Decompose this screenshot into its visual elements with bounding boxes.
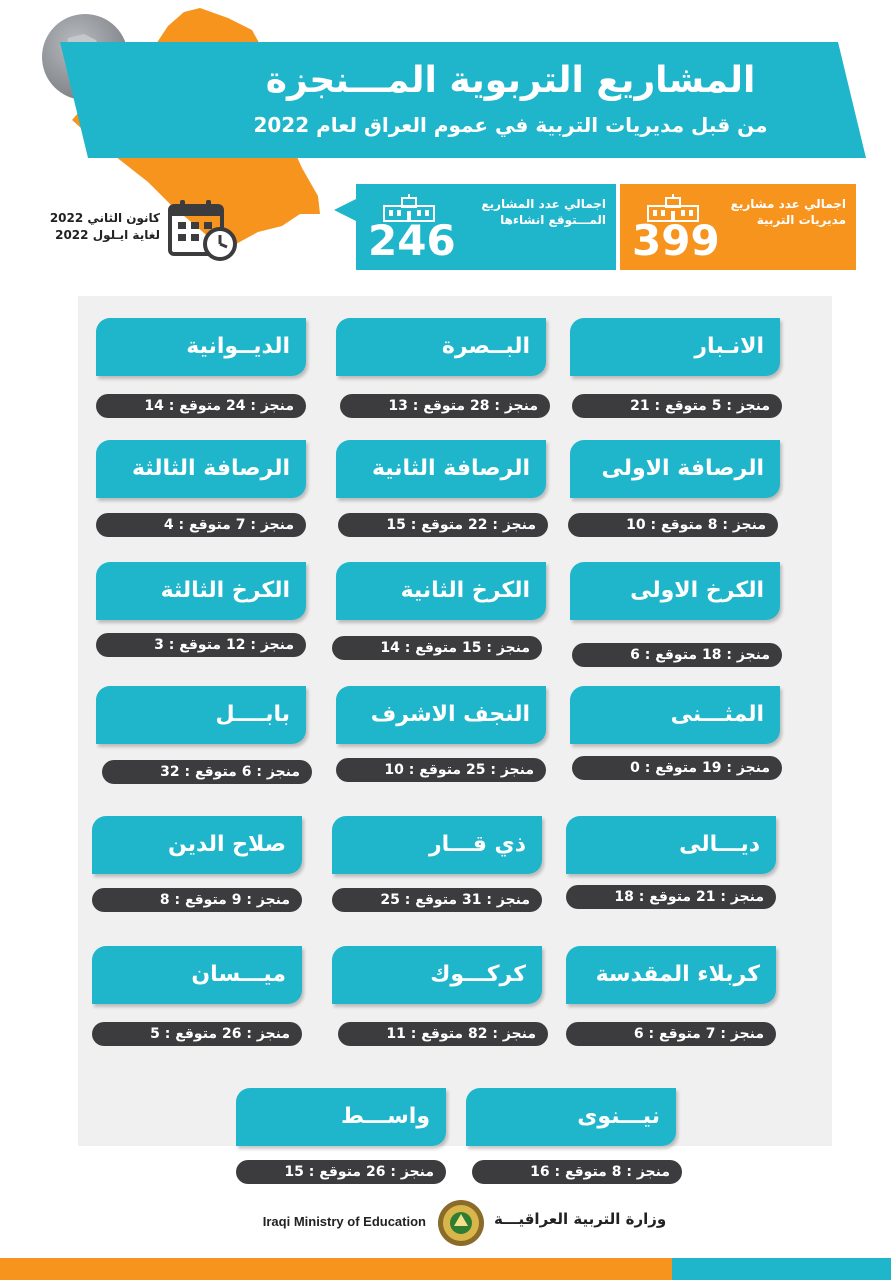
directorate-name: ذي قـــار	[428, 832, 526, 857]
directorate-stats: منجز : 8 متوقع : 16	[530, 1164, 670, 1180]
stat-completed-label: اجمالي عدد مشاريع مديريات التربية	[730, 197, 846, 227]
stat-pointer	[334, 198, 358, 222]
stat-completed-value: 399	[632, 216, 720, 265]
directorate-name: البــصرة	[441, 334, 530, 359]
directorate-card	[96, 562, 306, 620]
directorate-name: بابــــل	[215, 702, 290, 727]
directorate-card	[466, 1088, 676, 1146]
directorate-card	[570, 562, 780, 620]
stat-box-expected	[356, 184, 616, 270]
directorate-name: النجف الاشرف	[370, 702, 530, 727]
directorate-stats: منجز : 18 متوقع : 6	[630, 647, 770, 663]
period-text	[20, 210, 160, 244]
directorate-stats: منجز : 26 متوقع : 15	[284, 1164, 434, 1180]
calendar-clock-icon	[168, 198, 238, 262]
directorate-stats-pill	[236, 1160, 446, 1184]
directorate-stats: منجز : 15 متوقع : 14	[380, 640, 530, 656]
page-title: المشاريع التربوية المـــنجزة	[265, 60, 756, 101]
directorate-card	[336, 318, 546, 376]
directorate-stats-pill	[572, 394, 782, 418]
directorate-card	[236, 1088, 446, 1146]
directorate-card	[332, 816, 542, 874]
directorate-stats-pill	[566, 1022, 776, 1046]
directorate-name: واســـط	[341, 1104, 430, 1129]
directorate-stats-pill	[572, 756, 782, 780]
directorate-card	[570, 686, 780, 744]
directorate-name: الكرخ الاولى	[630, 578, 764, 603]
directorate-stats: منجز : 19 متوقع : 0	[630, 760, 770, 776]
page-subtitle: من قبل مديريات التربية في عموم العراق لعام 2022	[253, 113, 768, 137]
period-start: كانون الثاني 2022	[49, 211, 160, 225]
directorate-stats-pill	[572, 643, 782, 667]
directorate-card	[566, 816, 776, 874]
directorate-name: الكرخ الثانية	[400, 578, 530, 603]
bottom-bar-teal	[672, 1258, 891, 1280]
directorate-stats-pill	[568, 513, 778, 537]
directorate-name: المثـــنى	[670, 702, 764, 727]
directorate-name: الكرخ الثالثة	[160, 578, 290, 603]
directorate-stats: منجز : 24 متوقع : 14	[144, 398, 294, 414]
directorate-card	[566, 946, 776, 1004]
directorate-name: الانـبار	[694, 334, 764, 359]
directorate-stats-pill	[338, 513, 548, 537]
directorate-stats-pill	[472, 1160, 682, 1184]
directorate-name: نيـــنوى	[577, 1104, 660, 1129]
directorate-card	[336, 686, 546, 744]
directorate-name: الديــوانية	[186, 334, 290, 359]
directorate-name: الرصافة الاولى	[601, 456, 764, 481]
directorate-stats-pill	[338, 1022, 548, 1046]
directorate-stats: منجز : 21 متوقع : 18	[614, 889, 764, 905]
directorate-stats-pill	[332, 636, 542, 660]
directorate-card	[96, 440, 306, 498]
directorate-stats-pill	[332, 888, 542, 912]
directorate-stats: منجز : 6 متوقع : 32	[160, 764, 300, 780]
directorate-name: ميـــسان	[191, 962, 286, 987]
directorate-card	[336, 562, 546, 620]
directorate-card	[96, 686, 306, 744]
directorate-stats-pill	[336, 758, 546, 782]
directorate-name: كربلاء المقدسة	[595, 962, 760, 987]
directorate-stats-pill	[96, 513, 306, 537]
directorate-name: ديـــالى	[679, 832, 760, 857]
period-end: لغاية ايـلول 2022	[55, 228, 160, 242]
directorate-stats-pill	[340, 394, 550, 418]
directorate-stats: منجز : 8 متوقع : 10	[626, 517, 766, 533]
directorate-card	[336, 440, 546, 498]
footer-arabic: وزارة التربية العراقيـــة	[494, 1210, 667, 1228]
directorate-stats: منجز : 82 متوقع : 11	[386, 1026, 536, 1042]
directorate-stats-pill	[96, 633, 306, 657]
directorate-stats-pill	[102, 760, 312, 784]
directorate-card	[570, 440, 780, 498]
directorate-stats-pill	[92, 1022, 302, 1046]
stat-expected-value: 246	[368, 216, 456, 265]
directorate-name: صلاح الدين	[167, 832, 286, 857]
directorate-card	[332, 946, 542, 1004]
directorate-stats: منجز : 7 متوقع : 6	[633, 1026, 764, 1042]
footer-english: Iraqi Ministry of Education	[262, 1214, 426, 1229]
stat-box-completed	[620, 184, 856, 270]
directorate-stats: منجز : 7 متوقع : 4	[163, 517, 294, 533]
ministry-seal-icon	[436, 1198, 486, 1248]
directorate-stats: منجز : 12 متوقع : 3	[154, 637, 294, 653]
directorate-stats: منجز : 31 متوقع : 25	[380, 892, 530, 908]
stat-expected-label: اجمالي عدد المشاريع المـــتوقع انشاءها	[481, 197, 606, 227]
directorate-card	[92, 946, 302, 1004]
directorate-name: كركـــوك	[430, 962, 526, 987]
directorate-stats: منجز : 22 متوقع : 15	[386, 517, 536, 533]
directorate-stats: منجز : 28 متوقع : 13	[388, 398, 538, 414]
directorate-stats-pill	[96, 394, 306, 418]
directorate-stats: منجز : 9 متوقع : 8	[159, 892, 290, 908]
directorate-name: الرصافة الثالثة	[131, 456, 290, 481]
directorate-card	[570, 318, 780, 376]
directorate-card	[96, 318, 306, 376]
directorate-stats-pill	[566, 885, 776, 909]
directorate-name: الرصافة الثانية	[371, 456, 530, 481]
directorate-card	[92, 816, 302, 874]
directorate-stats: منجز : 26 متوقع : 5	[150, 1026, 290, 1042]
directorate-stats: منجز : 25 متوقع : 10	[384, 762, 534, 778]
directorate-stats: منجز : 5 متوقع : 21	[630, 398, 770, 414]
directorate-stats-pill	[92, 888, 302, 912]
